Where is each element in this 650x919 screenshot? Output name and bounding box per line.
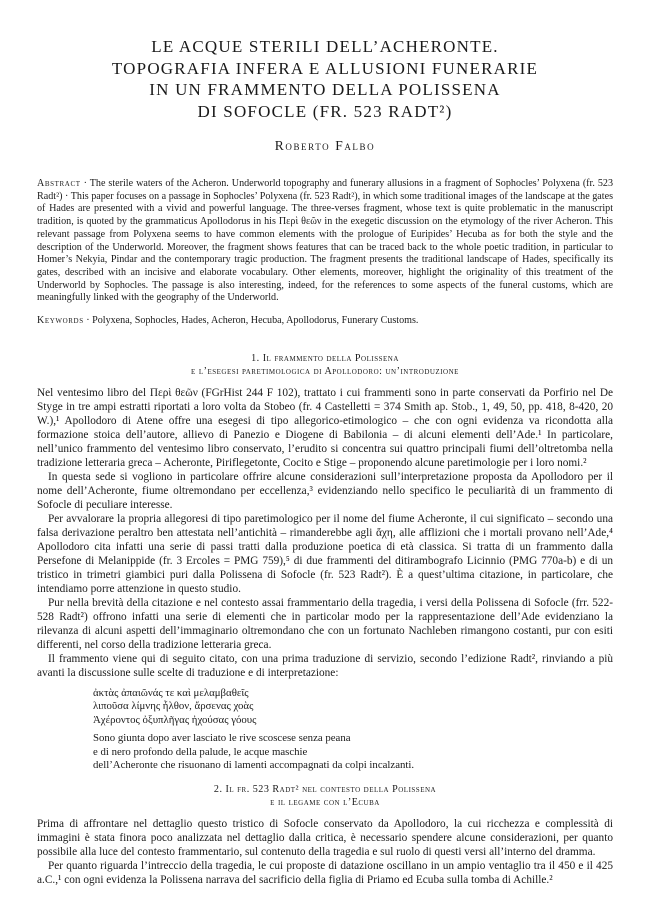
article-title bbox=[37, 36, 613, 122]
body-paragraph: Nel ventesimo libro del Περὶ θεῶν (FGrHist 244 F 102), trattato i cui frammenti sono in parte conservati da Porfirio nel De Styge in tre ampi estratti riportati a loro volta da Stobeo (fr. 4 Castelletti = 374 Smith ap. Stob., 1, 49, 50, pp. 418, 8-420, 20 W.),¹ Apollodoro di Atene offre una esegesi di tipo allegorico-etimologico – che con ogni evidenza va ricondotta alla formazione stoica dell’autore, allievo di Panezio e Diogene di Babilonia – di alcuni elementi dell’Ade.¹ In particolare, nell’unico frammento del ventesimo libro conservato, l’erudito si concentra sui quattro principali fiumi dell’oltretomba nella tradizione letteraria greca – Acheronte, Piriflegetonte, Cocito e Stige – proponendo alcune paretimologie per i loro nomi.² bbox=[37, 387, 613, 470]
body-paragraph: Prima di affrontare nel dettaglio questo tristico di Sofocle conservato da Apollodoro, la cui ricchezza e complessità di immagini è stata finora poco analizzata nel dettaglio dalla critica, è necessario spendere alcune considerazioni, per quanto possibile alla luce del contesto frammentario, sul contenuto della tragedia e sul ruolo di questi versi all’interno del dramma. bbox=[37, 818, 613, 859]
keywords-text: · Polyxena, Sophocles, Hades, Acheron, Hecuba, Apollodorus, Funerary Customs. bbox=[83, 315, 419, 327]
section-2-heading bbox=[37, 784, 613, 809]
greek-verse: ἀκτὰς ἀπαιῶνάς τε καὶ μελαμβαθεῖς bbox=[93, 687, 249, 700]
body-paragraph: Per quanto riguarda l’intreccio della tragedia, le cui proposte di datazione oscillano in un ampio ventaglio tra il 450 e il 425 a.C.,¹ con ogni evidenza la Polissena narrava del sacrificio della figlia di Priamo ed Ecuba sulla tomba di Achille.² bbox=[37, 860, 613, 887]
greek-verse: λιποῦσα λίμνης ἦλθον, ἄρσενας χοὰς bbox=[93, 700, 254, 713]
translation-line: e di nero profondo della palude, le acque maschie bbox=[93, 745, 308, 758]
body-paragraph: In questa sede si vogliono in particolare offrire alcune considerazioni sull’interpretazione proposta da Apollodoro per il nome dell’Acheronte, fiume oltremondano per eccellenza,³ evidenziando nello specifico le peculiarità di un frammento di Sofocle di peculiare interesse. bbox=[37, 471, 613, 512]
greek-verse: Ἀχέροντος ὀξυπλῆγας ἠχούσας γόους bbox=[93, 713, 257, 726]
body-paragraph: Il frammento viene qui di seguito citato, con una prima traduzione di servizio, secondo l’edizione Radt², rinviando a più avanti la discussione sulle scelte di traduzione e di interpretazione: bbox=[37, 653, 613, 680]
section-heading-line: 2. Il fr. 523 Radt² nel contesto della Polissena bbox=[213, 784, 437, 796]
keywords bbox=[37, 315, 613, 326]
translation-line: Sono giunta dopo aver lasciato le rive scoscese senza peana bbox=[93, 732, 351, 745]
greek-quotation bbox=[93, 687, 613, 727]
section-heading-line: e l’esegesi paretimologica di Apollodoro: un’introduzione bbox=[191, 365, 459, 377]
title-line: IN UN FRAMMENTO DELLA POLISSENA bbox=[149, 80, 501, 99]
abstract-label: Abstract bbox=[37, 178, 81, 189]
body-paragraph: Per avvalorare la propria allegoresi di tipo paretimologico per il nome del fiume Acheronte, il cui significato – secondo una falsa derivazione peraltro ben attestata nell’antichità – rimanderebbe agli ἄχη, alle afflizioni che i mortali provano nell’Ade,⁴ Apollodoro cita infatti una serie di passi tratti dalla produzione poetica di età classica. Si tratta di un frammento dalla Persefone di Melanippide (fr. 3 Ercoles = PMG 759),⁵ di due frammenti del ditirambografo Licinnio (PMG 770a-b) e di un tristico in trimetri giambici puri dalla Polissena di Sofocle (fr. 523 Radt²). È a quest’ultima citazione, in particolare, che intendiamo porre attenzione in questo studio. bbox=[37, 513, 613, 596]
translation-block bbox=[93, 732, 613, 772]
abstract-text: · The sterile waters of the Acheron. Underworld topography and funerary allusions in a fragment of Sophocles’ Polyxena (fr. 523 Radt²) · This paper focuses on a passage in Sophocles’ Polyxena (fr. 523 Radt²), in which some traditional images of the landscape at the gates of Hades are presented with a vivid and powerful language. The three-verses fragment, whose text is quite problematic in the manuscript tradition, is quoted by the grammaticus Apollodorus in his Περὶ θεῶν in the exegetic discussion on the etymology of the river Acheron. This relevant passage from Polyxena seems to have common elements with the prologue of Euripides’ Hecuba as for both the style and the description of the Underworld. Moreover, the fragment shows features that can be traced back to the whole poetic tradition, in particular to Homer’s Nekyia, Pindar and the contemporary tragic production. The fragment presents the traditional landscape of Hades, specifically its gates, described with an incisive and elaborate vocabulary. Other elements, moreover, highlight the originality of this treatment of the Underworld by Sophocles. The passage is also interesting, indeed, for the references to some aspects of the funeral customs, which are meaningfully linked with the geography of the Underworld. bbox=[37, 178, 613, 304]
body-paragraph: Pur nella brevità della citazione e nel contesto assai frammentario della tragedia, i versi della Polissena di Sofocle (frr. 522-528 Radt²) offrono infatti una serie di elementi che in particolar modo per la rappresentazione dell’Ade evidenziano la rilevanza di alcuni aspetti dell’immaginario oltremondano che con un fortunato Nachleben rimangono costanti, pur con esiti differenti, nel corso della tradizione letteraria greca. bbox=[37, 597, 613, 652]
title-line: TOPOGRAFIA INFERA E ALLUSIONI FUNERARIE bbox=[111, 58, 539, 78]
title-line: DI SOFOCLE (FR. 523 RADT²) bbox=[197, 101, 453, 121]
keywords-label: Keywords bbox=[37, 315, 84, 327]
title-line: LE ACQUE STERILI DELL’ACHERONTE. bbox=[151, 37, 499, 56]
author-name: Roberto Falbo bbox=[274, 138, 376, 153]
section-1-heading bbox=[37, 353, 613, 378]
translation-line: dell’Acheronte che risuonano di lamenti accompagnati da colpi incalzanti. bbox=[93, 759, 415, 772]
abstract bbox=[37, 178, 613, 305]
section-heading-line: 1. Il frammento della Polissena bbox=[251, 353, 399, 365]
section-heading-line: e il legame con l’Ecuba bbox=[270, 796, 380, 808]
